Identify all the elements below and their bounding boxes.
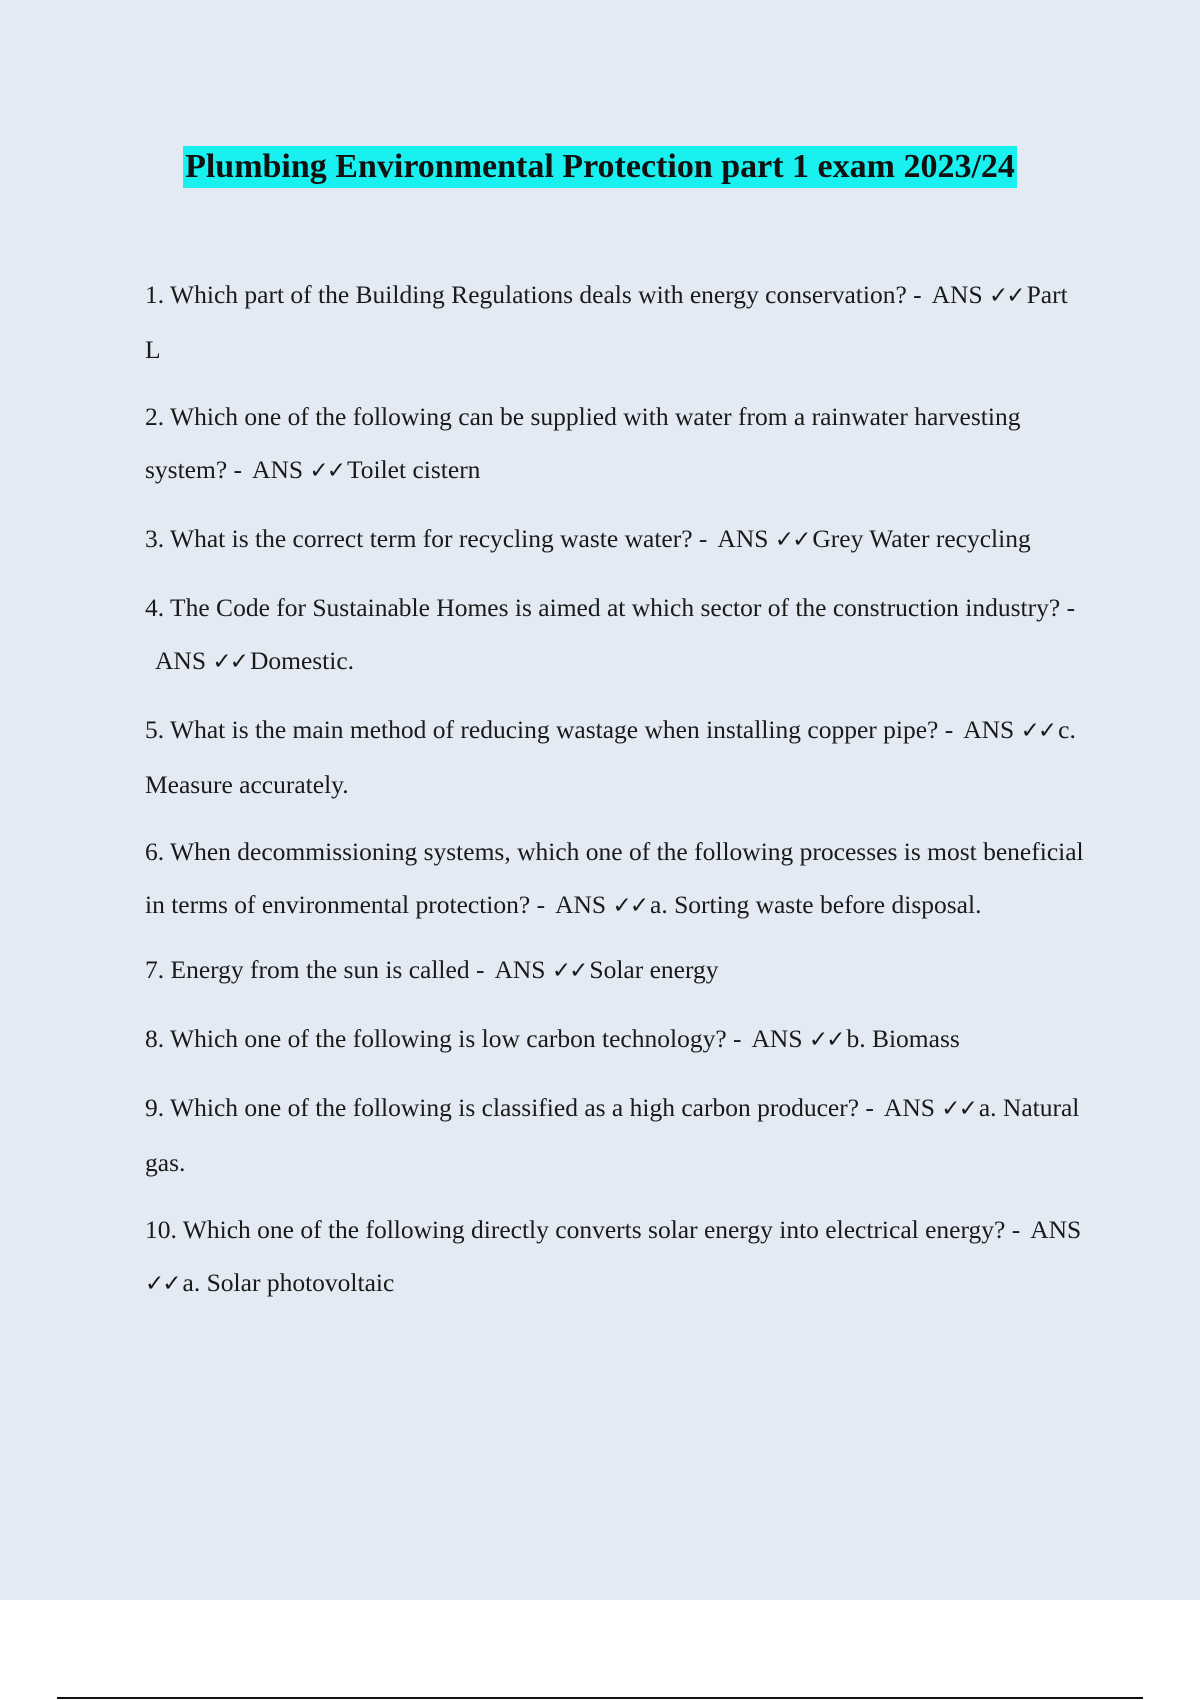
question-item (145, 268, 1085, 376)
double-check-icon: ✓✓ (1020, 718, 1056, 744)
answer-label: ANS (494, 955, 546, 984)
double-check-icon: ✓✓ (212, 649, 247, 675)
question-item (145, 1012, 1085, 1067)
question-text: 1. Which part of the Building Regulations deals with energy conservation? - (145, 280, 922, 309)
question-text: 9. Which one of the following is classified as a high carbon producer? - (145, 1093, 874, 1122)
question-text: 2. Which one of the following can be supplied with water from a rainwater harvesting system? - (145, 402, 1021, 484)
question-text: 4. The Code for Sustainable Homes is aimed at which sector of the construction industry? - (145, 593, 1076, 622)
answer-text: Domestic. (249, 646, 355, 675)
question-text: 10. Which one of the following directly converts solar energy into electrical energy? - (145, 1215, 1021, 1244)
title-wrapper (0, 146, 1200, 188)
answer-label: ANS (963, 715, 1015, 744)
question-item (145, 943, 1085, 998)
answer-text: a. Sorting waste before disposal. (650, 890, 982, 919)
question-item (145, 1081, 1085, 1189)
answer-text: a. Solar photovoltaic (182, 1268, 395, 1297)
question-item (145, 825, 1085, 933)
question-item (145, 1203, 1085, 1311)
answer-label: ANS (252, 455, 304, 484)
answer-label: ANS (931, 280, 983, 309)
answer-text: a. Natural gas. (145, 1093, 1080, 1177)
double-check-icon: ✓✓ (145, 1271, 180, 1297)
answer-text: b. Biomass (846, 1024, 960, 1053)
double-check-icon: ✓✓ (941, 1096, 976, 1122)
answer-text: Toilet cistern (346, 455, 481, 484)
question-text: 3. What is the correct term for recycling waste water? - (145, 524, 708, 553)
answer-label: ANS (555, 890, 607, 919)
answer-label: ANS (751, 1024, 803, 1053)
answer-label: ANS (883, 1093, 935, 1122)
double-check-icon: ✓✓ (989, 283, 1024, 309)
double-check-icon: ✓✓ (309, 458, 344, 484)
double-check-icon: ✓✓ (551, 958, 587, 984)
double-check-icon: ✓✓ (808, 1027, 844, 1053)
answer-text: Grey Water recycling (812, 524, 1031, 553)
question-item (145, 390, 1085, 498)
answer-label: ANS (1030, 1215, 1082, 1244)
question-item (145, 703, 1085, 811)
document-title: Plumbing Environmental Protection part 1 exam 2023/24 (183, 146, 1017, 188)
answer-label: ANS (155, 646, 207, 675)
answer-text: c. Measure accurately. (145, 715, 1076, 799)
question-text: 7. Energy from the sun is called - (145, 955, 485, 984)
double-check-icon: ✓✓ (612, 893, 648, 919)
question-text: 5. What is the main method of reducing wastage when installing copper pipe? - (145, 715, 954, 744)
question-text: 8. Which one of the following is low carbon technology? - (145, 1024, 742, 1053)
answer-text: Solar energy (589, 955, 719, 984)
footer-divider (57, 1697, 1143, 1699)
question-item (145, 512, 1085, 567)
answer-label: ANS (717, 524, 769, 553)
question-item (145, 581, 1085, 689)
question-list (145, 268, 1085, 1325)
question-text: 6. When decommissioning systems, which one of the following processes is most beneficial in terms of environmental protection? - (145, 837, 1084, 919)
double-check-icon: ✓✓ (774, 527, 810, 553)
answer-text: Part L (145, 280, 1068, 364)
